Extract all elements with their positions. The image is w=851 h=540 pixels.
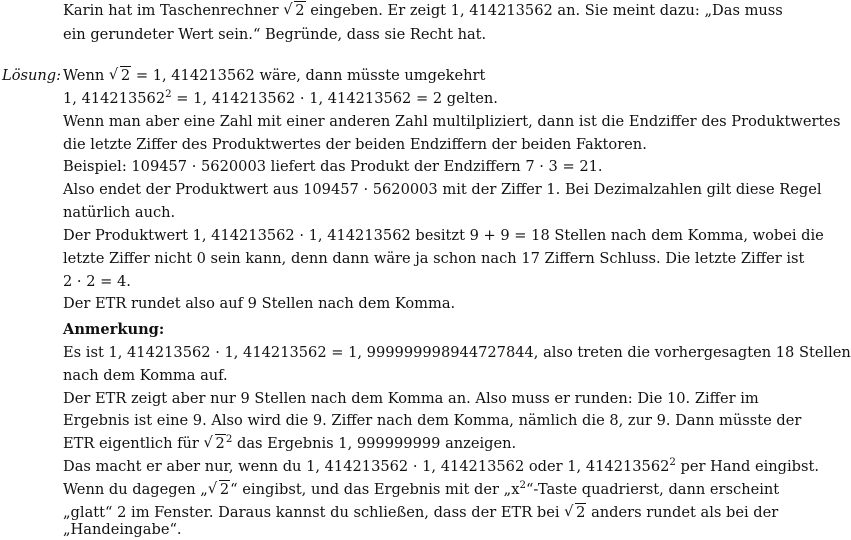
solution-line: natürlich auch. bbox=[63, 204, 176, 221]
solution-line: 2 · 2 = 4. bbox=[63, 273, 131, 290]
solution-line: Der Produktwert 1, 414213562 · 1, 414213562 besitzt 9 + 9 = 18 Stellen nach dem Komma, wobei die bbox=[63, 227, 824, 244]
solution-line: Beispiel: 109457 · 5620003 liefert das Produkt der Endziffern 7 · 3 = 21. bbox=[63, 158, 603, 175]
sqrt-symbol: √ 2 bbox=[109, 66, 131, 86]
solution-line: die letzte Ziffer des Produktwertes der beiden Endziffern der beiden Faktoren. bbox=[63, 136, 647, 153]
intro-line-1: Karin hat im Taschenrechner √ 2 eingeben. Er zeigt 1, 414213562 an. Sie meint dazu: „Das muss bbox=[63, 1, 729, 21]
remark-line: Das macht er aber nur, wenn du 1, 414213562 · 1, 414213562 oder 1, 414213562$^2$ per Hand eingibst. bbox=[63, 457, 820, 475]
solution-line: Der ETR rundet also auf 9 Stellen nach dem Komma. bbox=[63, 295, 456, 312]
sqrt-symbol: √ 2 bbox=[283, 1, 305, 21]
sqrt-symbol: √ 2 bbox=[204, 434, 226, 454]
remark-line: „Handeingabe“. bbox=[63, 521, 182, 538]
remark-line: Ergebnis ist eine 9. Also wird die 9. Ziffer nach dem Komma, nämlich die 8, zur 9. Dann müsste der bbox=[63, 412, 802, 429]
solution-line: Wenn √ 2 = 1, 414213562 wäre, dann müsste umgekehrt bbox=[63, 66, 729, 86]
remark-line: Wenn du dagegen „√ 2“ eingibst, und das Ergebnis mit der $„x^2“$-Taste quadrierst, dann erscheint bbox=[63, 480, 729, 500]
solution-label: Lösung: bbox=[2, 67, 62, 84]
solution-line: letzte Ziffer nicht 0 sein kann, denn dann wäre ja schon nach 17 Ziffern Schluss. Die letzte Ziffer ist bbox=[63, 250, 805, 267]
solution-line: Also endet der Produktwert aus 109457 · 5620003 mit der Ziffer 1. Bei Dezimalzahlen gilt diese Regel bbox=[63, 181, 822, 198]
remark-line: „glatt“ 2 im Fenster. Daraus kannst du schließen, dass der ETR bei √ 2 anders rundet als bei der bbox=[63, 503, 729, 523]
solution-line: 1, $414213562^2 = 1$, 414213562 · 1, 414213562 = 2 gelten. bbox=[63, 89, 498, 107]
remark-line: ETR eigentlich für √ $2^2$ das Ergebnis 1, 999999999 anzeigen. bbox=[63, 434, 729, 454]
remark-heading: Anmerkung: bbox=[63, 321, 165, 338]
remark-line: Es ist 1, 414213562 · 1, 414213562 = 1, 999999998944727844, also treten die vorhergesagten 18 Stellen bbox=[63, 344, 851, 361]
solution-line: Wenn man aber eine Zahl mit einer anderen Zahl multilpliziert, dann ist die Endziffer des Produktwertes bbox=[63, 113, 841, 130]
remark-line: Der ETR zeigt aber nur 9 Stellen nach dem Komma an. Also muss er runden: Die 10. Ziffer im bbox=[63, 390, 759, 407]
intro-line-2: ein gerundeter Wert sein.“ Begründe, dass sie Recht hat. bbox=[63, 26, 487, 43]
sqrt-symbol: √ 2 bbox=[208, 480, 230, 500]
remark-line: nach dem Komma auf. bbox=[63, 367, 228, 384]
sqrt-symbol: √ 2 bbox=[564, 503, 586, 523]
